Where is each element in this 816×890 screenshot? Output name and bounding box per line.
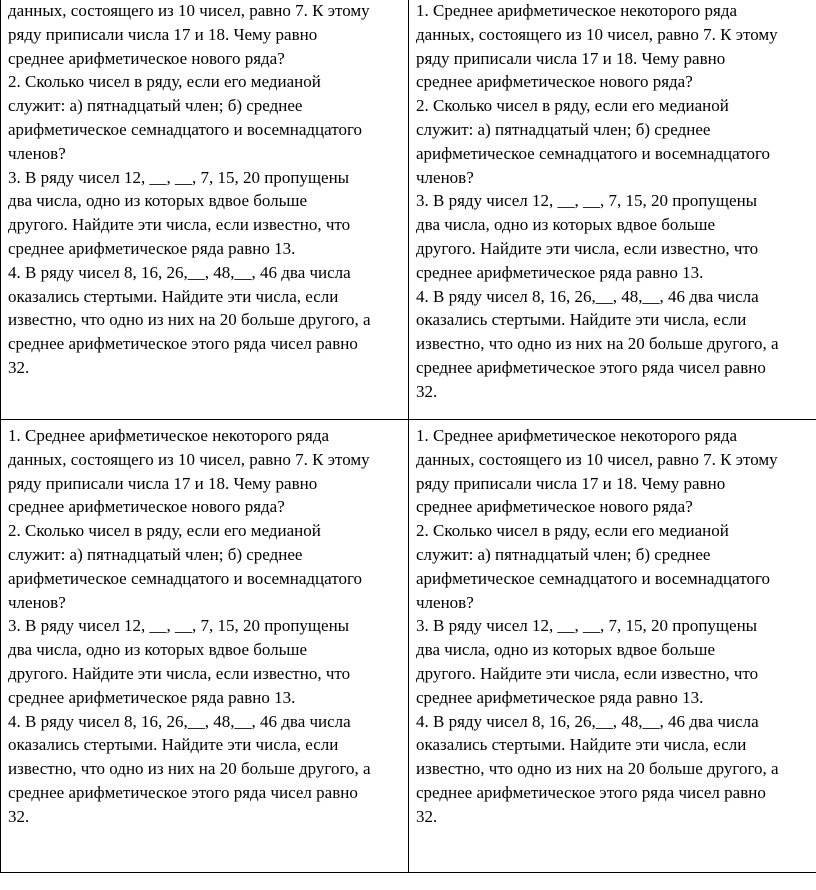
task-card-top-right xyxy=(409,0,816,420)
task-text-line: 3. В ряду чисел 12, __, __, 7, 15, 20 пропущены xyxy=(8,167,350,187)
task-text-line: 32. xyxy=(416,806,438,826)
task-text-line: ряду приписали числа 17 и 18. Чему равно xyxy=(416,473,726,493)
task-text-line: 4. В ряду чисел 8, 16, 26,__, 48,__, 46 два числа xyxy=(416,286,759,306)
task-text-line: 32. xyxy=(8,806,30,826)
task-text-line: другого. Найдите эти числа, если известно, что xyxy=(416,663,759,683)
task-text-line: среднее арифметическое нового ряда? xyxy=(416,497,693,517)
task-text-line: 3. В ряду чисел 12, __, __, 7, 15, 20 пропущены xyxy=(416,616,758,636)
task-text-line: 4. В ряду чисел 8, 16, 26,__, 48,__, 46 два числа xyxy=(416,711,759,731)
task-text-line: 2. Сколько чисел в ряду, если его медианой xyxy=(416,96,729,116)
table-row xyxy=(1,420,816,873)
task-text-line: 3. В ряду чисел 12, __, __, 7, 15, 20 пропущены xyxy=(8,616,350,636)
task-card-text xyxy=(416,0,811,404)
task-text-line: данных, состоящего из 10 чисел, равно 7. К этому xyxy=(8,449,370,469)
task-text-line: другого. Найдите эти числа, если известно, что xyxy=(8,663,351,683)
task-card-bottom-left xyxy=(1,420,409,873)
task-text-line: 2. Сколько чисел в ряду, если его медианой xyxy=(416,521,729,541)
task-text-line: среднее арифметическое ряда равно 13. xyxy=(416,262,704,282)
task-text-line: оказались стертыми. Найдите эти числа, если xyxy=(416,735,747,755)
task-text-line: оказались стертыми. Найдите эти числа, если xyxy=(8,286,339,306)
task-text-line: известно, что одно из них на 20 больше другого, а xyxy=(8,759,371,779)
task-text-line: среднее арифметическое этого ряда чисел равно xyxy=(416,782,766,802)
task-text-line: данных, состоящего из 10 чисел, равно 7. К этому xyxy=(416,449,778,469)
task-text-line: среднее арифметическое нового ряда? xyxy=(8,497,285,517)
task-text-line: два числа, одно из которых вдвое больше xyxy=(416,640,716,660)
task-text-line: служит: а) пятнадцатый член; б) среднее xyxy=(8,96,303,116)
task-text-line: среднее арифметическое этого ряда чисел равно xyxy=(8,334,358,354)
task-text-line: членов? xyxy=(416,592,474,612)
task-text-line: среднее арифметическое этого ряда чисел равно xyxy=(416,357,766,377)
task-text-line: другого. Найдите эти числа, если известно, что xyxy=(8,215,351,235)
task-text-line: ряду приписали числа 17 и 18. Чему равно xyxy=(8,473,318,493)
task-text-line: 1. Среднее арифметическое некоторого ряда xyxy=(416,1,738,20)
task-text-line: 32. xyxy=(416,381,438,401)
task-text-line: среднее арифметическое ряда равно 13. xyxy=(416,687,704,707)
task-text-line: служит: а) пятнадцатый член; б) среднее xyxy=(416,544,711,564)
table-row xyxy=(1,0,816,420)
task-text-line: ряду приписали числа 17 и 18. Чему равно xyxy=(416,48,726,68)
task-text-line: оказались стертыми. Найдите эти числа, если xyxy=(416,310,747,330)
task-text-line: среднее арифметическое ряда равно 13. xyxy=(8,687,296,707)
task-text-line: ряду приписали числа 17 и 18. Чему равно xyxy=(8,24,318,44)
task-card-text xyxy=(8,0,402,380)
task-text-line: 3. В ряду чисел 12, __, __, 7, 15, 20 пропущены xyxy=(416,191,758,211)
task-text-line: известно, что одно из них на 20 больше другого, а xyxy=(416,334,779,354)
task-text-line: 4. В ряду чисел 8, 16, 26,__, 48,__, 46 два числа xyxy=(8,262,351,282)
task-text-line: два числа, одно из которых вдвое больше xyxy=(416,215,716,235)
task-text-line: данных, состоящего из 10 чисел, равно 7. К этому xyxy=(416,24,778,44)
task-text-line: членов? xyxy=(416,167,474,187)
task-text-line: среднее арифметическое нового ряда? xyxy=(416,72,693,92)
task-text-line: 1. Среднее арифметическое некоторого ряда xyxy=(416,426,738,445)
task-text-line: известно, что одно из них на 20 больше другого, а xyxy=(8,310,371,330)
task-text-line: два числа, одно из которых вдвое больше xyxy=(8,191,308,211)
task-card-bottom-right xyxy=(409,420,816,873)
task-text-line: два числа, одно из которых вдвое больше xyxy=(8,640,308,660)
task-card-text xyxy=(416,424,811,829)
task-text-line: 2. Сколько чисел в ряду, если его медианой xyxy=(8,521,321,541)
task-text-line: другого. Найдите эти числа, если известно, что xyxy=(416,238,759,258)
task-text-line: членов? xyxy=(8,143,66,163)
task-text-line: 4. В ряду чисел 8, 16, 26,__, 48,__, 46 два числа xyxy=(8,711,351,731)
task-text-line: арифметическое семнадцатого и восемнадцатого xyxy=(8,568,362,588)
task-text-line: данных, состоящего из 10 чисел, равно 7. К этому xyxy=(8,1,370,20)
task-card-text xyxy=(8,424,402,829)
task-text-line: членов? xyxy=(8,592,66,612)
task-text-line: 2. Сколько чисел в ряду, если его медианой xyxy=(8,72,321,92)
task-text-line: 1. Среднее арифметическое некоторого ряда xyxy=(8,426,330,445)
task-text-line: арифметическое семнадцатого и восемнадцатого xyxy=(8,119,362,139)
task-card-top-left xyxy=(1,0,409,420)
task-text-line: 32. xyxy=(8,357,30,377)
task-text-line: известно, что одно из них на 20 больше другого, а xyxy=(416,759,779,779)
task-text-line: арифметическое семнадцатого и восемнадцатого xyxy=(416,143,770,163)
task-text-line: служит: а) пятнадцатый член; б) среднее xyxy=(416,119,711,139)
task-text-line: арифметическое семнадцатого и восемнадцатого xyxy=(416,568,770,588)
task-text-line: оказались стертыми. Найдите эти числа, если xyxy=(8,735,339,755)
task-text-line: среднее арифметическое нового ряда? xyxy=(8,48,285,68)
task-text-line: среднее арифметическое ряда равно 13. xyxy=(8,238,296,258)
task-text-line: служит: а) пятнадцатый член; б) среднее xyxy=(8,544,303,564)
task-text-line: среднее арифметическое этого ряда чисел равно xyxy=(8,782,358,802)
